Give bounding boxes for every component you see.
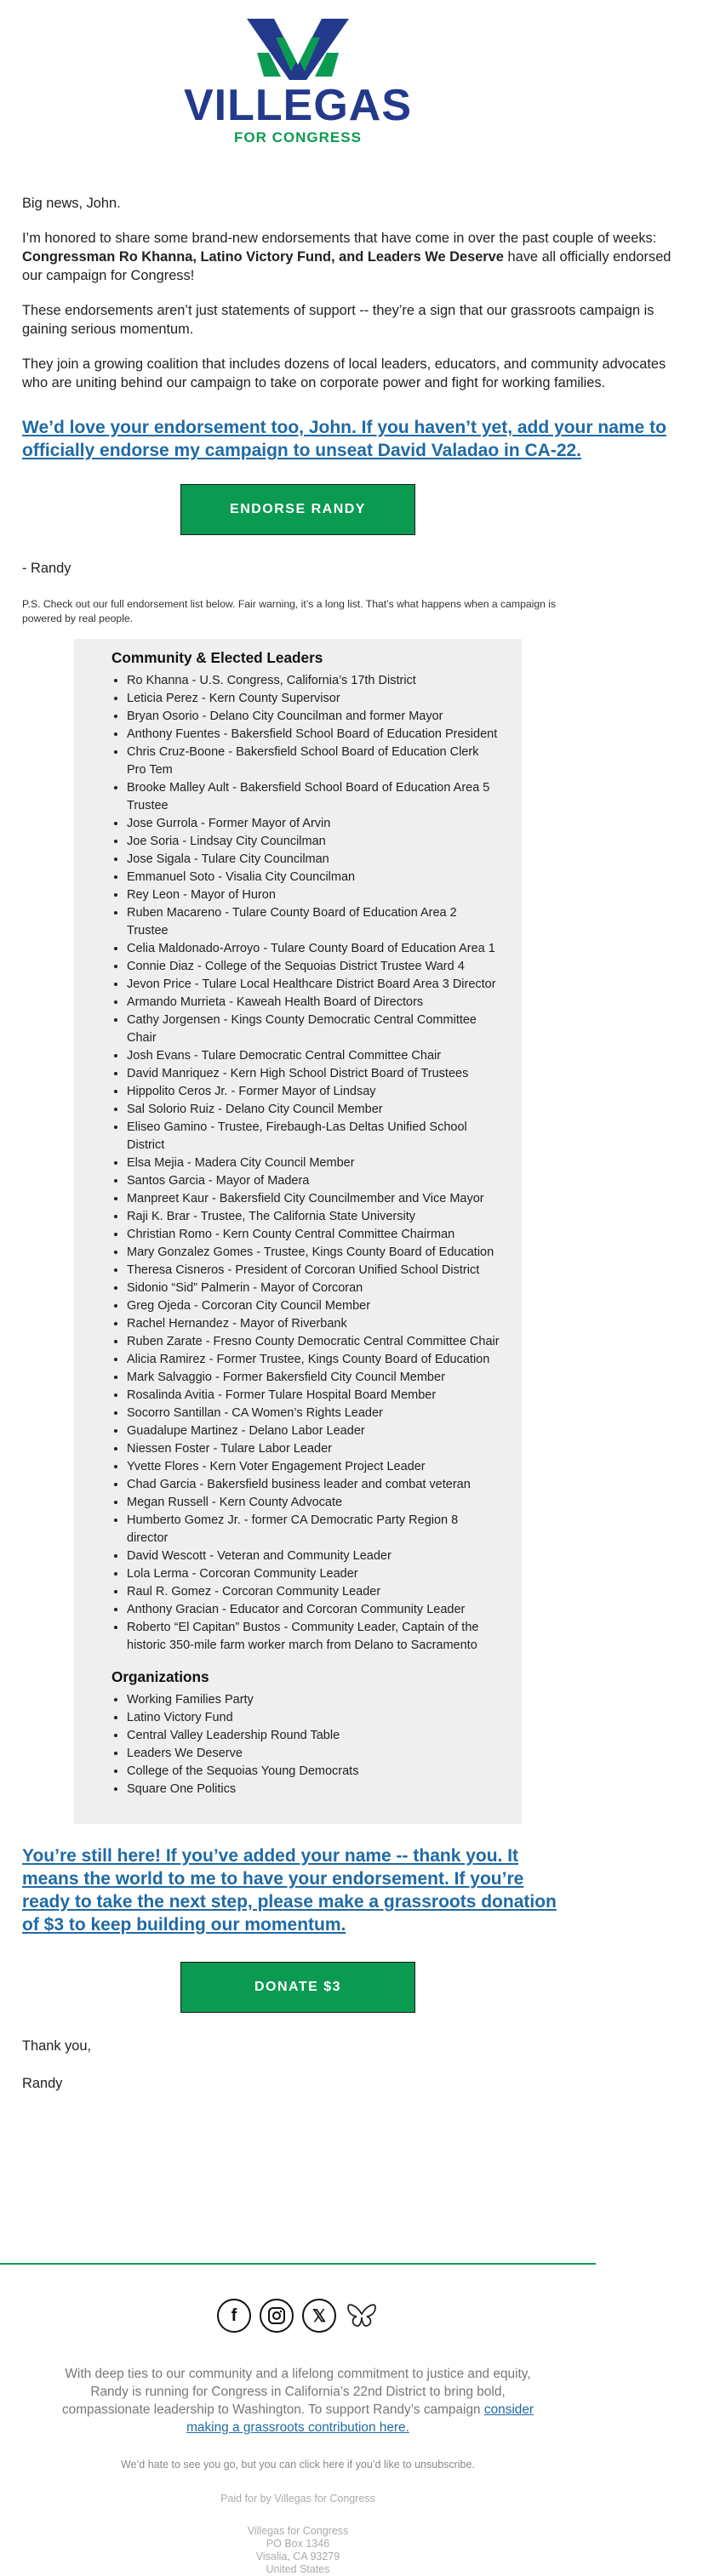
leader-endorsement-item: • Anthony Fuentes - Bakersfield School Board of Education President bbox=[127, 726, 501, 744]
leader-endorsement-item: • Jose Sigala - Tulare City Councilman bbox=[127, 851, 501, 869]
leader-endorsement-item: • Ruben Zarate - Fresno County Democratic Central Committee Chair bbox=[127, 1333, 501, 1351]
leader-endorsement-item: • Leticia Perez - Kern County Supervisor bbox=[127, 690, 501, 708]
email-footer bbox=[0, 2263, 596, 2576]
footer-blurb: With deep ties to our community and a lifelong commitment to justice and equity, Randy is running for Congress in California’s 22nd District to bring bold, compassionate leadership to Washington. To support Randy’s campaign bbox=[61, 2367, 531, 2417]
leader-endorsement-item: • Ro Khanna - U.S. Congress, California’s 17th District bbox=[127, 672, 501, 690]
leader-endorsement-item: • Roberto “El Capitan” Bustos - Community Leader, Captain of the historic 350-mile farm worker march from Delano to Sacramento bbox=[127, 1619, 501, 1655]
address-line: Visalia, CA 93279 bbox=[255, 2550, 340, 2562]
signoff: - Randy bbox=[22, 561, 71, 576]
leader-endorsement-item: • Raji K. Brar - Trustee, The California State University bbox=[127, 1208, 501, 1226]
leaders-heading: Community & Elected Leaders bbox=[111, 649, 323, 666]
momentum-paragraph: These endorsements aren’t just statements of support -- they’re a sign that our grassroots campaign is gaining serious momentum. bbox=[22, 303, 654, 337]
leader-endorsement-item: • Greg Ojeda - Corcoran City Council Member bbox=[127, 1297, 501, 1315]
donate-button[interactable]: DONATE $3 bbox=[180, 1962, 415, 2013]
leader-endorsement-item: • Connie Diaz - College of the Sequoias District Trustee Ward 4 bbox=[127, 958, 501, 976]
announcement-outro: have all officially endorsed our campaign for Congress! bbox=[22, 249, 672, 283]
instagram-icon[interactable] bbox=[260, 2299, 294, 2333]
organization-endorsement-item: • Square One Politics bbox=[127, 1781, 501, 1798]
leader-endorsement-item: • Armando Murrieta - Kaweah Health Board of Directors bbox=[127, 994, 501, 1012]
leader-endorsement-item: • Chris Cruz-Boone - Bakersfield School Board of Education Clerk Pro Tem bbox=[127, 744, 501, 779]
organization-endorsement-item: • Working Families Party bbox=[127, 1691, 501, 1709]
logo-v-emblem bbox=[247, 19, 349, 80]
x-icon[interactable]: 𝕏 bbox=[302, 2299, 336, 2333]
leader-endorsement-item: • Megan Russell - Kern County Advocate bbox=[127, 1494, 501, 1512]
logo-name: VILLEGAS bbox=[183, 81, 413, 130]
leader-endorsement-item: • Hippolito Ceros Jr. - Former Mayor of Lindsay bbox=[127, 1083, 501, 1101]
leader-endorsement-item: • Sidonio “Sid” Palmerin - Mayor of Corcoran bbox=[127, 1279, 501, 1297]
facebook-icon[interactable]: f bbox=[217, 2299, 251, 2333]
leader-endorsement-item: • Ruben Macareno - Tulare County Board of Education Area 2 Trustee bbox=[127, 904, 501, 940]
coalition-paragraph: They join a growing coalition that includes dozens of local leaders, educators, and community advocates who are uniting behind our campaign to take on corporate power and fight for working families. bbox=[22, 356, 666, 390]
leader-endorsement-item: • Jose Gurrola - Former Mayor of Arvin bbox=[127, 815, 501, 833]
leader-endorsement-item: • Rosalinda Avitia - Former Tulare Hospital Board Member bbox=[127, 1387, 501, 1405]
endorse-randy-button[interactable]: ENDORSE RANDY bbox=[180, 484, 415, 535]
leader-endorsement-item: • Brooke Malley Ault - Bakersfield School Board of Education Area 5 Trustee bbox=[127, 779, 501, 815]
leader-endorsement-item: • Elsa Mejia - Madera City Council Member bbox=[127, 1154, 501, 1172]
leader-endorsement-item: • Rey Leon - Mayor of Huron bbox=[127, 886, 501, 904]
leader-endorsement-item: • Celia Maldonado-Arroyo - Tulare County Board of Education Area 1 bbox=[127, 940, 501, 958]
leader-endorsement-item: • Mark Salvaggio - Former Bakersfield City Council Member bbox=[127, 1369, 501, 1387]
leader-endorsement-item: • Raul R. Gomez - Corcoran Community Leader bbox=[127, 1583, 501, 1601]
leader-endorsement-item: • Humberto Gomez Jr. - former CA Democratic Party Region 8 director bbox=[127, 1512, 501, 1547]
leader-endorsement-item: • Guadalupe Martinez - Delano Labor Leader bbox=[127, 1422, 501, 1440]
leader-endorsement-item: • Sal Solorio Ruiz - Delano City Council Member bbox=[127, 1101, 501, 1119]
leader-endorsement-item: • David Manriquez - Kern High School District Board of Trustees bbox=[127, 1065, 501, 1083]
leader-endorsement-item: • Socorro Santillan - CA Women’s Rights Leader bbox=[127, 1405, 501, 1422]
endorsement-list-panel bbox=[74, 639, 522, 1824]
leader-endorsement-item: • Josh Evans - Tulare Democratic Central Committee Chair bbox=[127, 1047, 501, 1065]
bluesky-icon[interactable] bbox=[345, 2299, 379, 2333]
leader-endorsement-item: • Manpreet Kaur - Bakersfield City Councilmember and Vice Mayor bbox=[127, 1190, 501, 1208]
announcement-paragraph bbox=[22, 229, 686, 285]
leader-endorsement-item: • Joe Soria - Lindsay City Councilman bbox=[127, 833, 501, 851]
leaders-list bbox=[111, 672, 501, 1655]
leader-endorsement-item: • Niessen Foster - Tulare Labor Leader bbox=[127, 1440, 501, 1458]
address-line: United States bbox=[266, 2563, 330, 2575]
organizations-heading: Organizations bbox=[111, 1668, 209, 1685]
organization-endorsement-item: • College of the Sequoias Young Democrats bbox=[127, 1763, 501, 1781]
leader-endorsement-item: • Rachel Hernandez - Mayor of Riverbank bbox=[127, 1315, 501, 1333]
leader-endorsement-item: • Yvette Flores - Kern Voter Engagement Project Leader bbox=[127, 1458, 501, 1476]
address-line: Villegas for Congress bbox=[247, 2525, 349, 2537]
closing-thanks: Thank you, bbox=[22, 2038, 92, 2054]
endorse-cta-link[interactable]: We’d love your endorsement too, John. If you haven’t yet, add your name to officially endorse my campaign to unseat David Valadao in CA-22. bbox=[22, 418, 666, 460]
postscript: P.S. Check out our full endorsement list below. Fair warning, it’s a long list. That’s what happens when a campaign is powered by real people. bbox=[22, 598, 557, 624]
donate-cta-link[interactable]: You’re still here! If you’ve added your name -- thank you. It means the world to me to have your endorsement. If you’re ready to take the next step, please make a grassroots donation of $3 to keep building our momentum. bbox=[22, 1846, 557, 1935]
leader-endorsement-item: • Theresa Cisneros - President of Corcoran Unified School District bbox=[127, 1262, 501, 1279]
logo-tagline: FOR CONGRESS bbox=[234, 129, 362, 145]
social-links bbox=[0, 2299, 596, 2333]
closing-name: Randy bbox=[22, 2076, 63, 2091]
leader-endorsement-item: • Christian Romo - Kern County Central Committee Chairman bbox=[127, 1226, 501, 1244]
leader-endorsement-item: • Eliseo Gamino - Trustee, Firebaugh-Las Deltas Unified School District bbox=[127, 1119, 501, 1154]
organization-endorsement-item: • Leaders We Deserve bbox=[127, 1745, 501, 1763]
campaign-logo bbox=[0, 0, 596, 146]
leader-endorsement-item: • Mary Gonzalez Gomes - Trustee, Kings County Board of Education bbox=[127, 1244, 501, 1262]
paid-for-disclaimer: Paid for by Villegas for Congress bbox=[220, 2493, 375, 2505]
leader-endorsement-item: • Emmanuel Soto - Visalia City Councilman bbox=[127, 869, 501, 886]
organization-endorsement-item: • Latino Victory Fund bbox=[127, 1709, 501, 1727]
leader-endorsement-item: • Jevon Price - Tulare Local Healthcare District Board Area 3 Director bbox=[127, 976, 501, 994]
leader-endorsement-item: • Bryan Osorio - Delano City Councilman and former Mayor bbox=[127, 708, 501, 726]
unsubscribe-link[interactable]: We’d hate to see you go, but you can click here if you’d like to unsubscribe. bbox=[121, 2459, 475, 2471]
email-body bbox=[0, 194, 672, 2093]
announcement-endorsers: Congressman Ro Khanna, Latino Victory Fund, and Leaders We Deserve bbox=[22, 249, 504, 265]
leader-endorsement-item: • David Wescott - Veteran and Community Leader bbox=[127, 1547, 501, 1565]
leader-endorsement-item: • Chad Garcia - Bakersfield business leader and combat veteran bbox=[127, 1476, 501, 1494]
footer-description bbox=[60, 2365, 536, 2436]
leader-endorsement-item: • Lola Lerma - Corcoran Community Leader bbox=[127, 1565, 501, 1583]
organizations-list bbox=[111, 1691, 501, 1798]
leader-endorsement-item: • Cathy Jorgensen - Kings County Democratic Central Committee Chair bbox=[127, 1012, 501, 1047]
leader-endorsement-item: • Anthony Gracian - Educator and Corcoran Community Leader bbox=[127, 1601, 501, 1619]
announcement-intro: I’m honored to share some brand-new endorsements that have come in over the past couple of weeks: bbox=[22, 231, 657, 246]
mailing-address bbox=[0, 2525, 596, 2576]
contribution-link[interactable]: consider making a grassroots contribution here. bbox=[186, 2402, 534, 2435]
address-line: PO Box 1346 bbox=[266, 2538, 330, 2550]
organization-endorsement-item: • Central Valley Leadership Round Table bbox=[127, 1727, 501, 1745]
leader-endorsement-item: • Alicia Ramirez - Former Trustee, Kings County Board of Education bbox=[127, 1351, 501, 1369]
leader-endorsement-item: • Santos Garcia - Mayor of Madera bbox=[127, 1172, 501, 1190]
greeting: Big news, John. bbox=[22, 196, 121, 211]
